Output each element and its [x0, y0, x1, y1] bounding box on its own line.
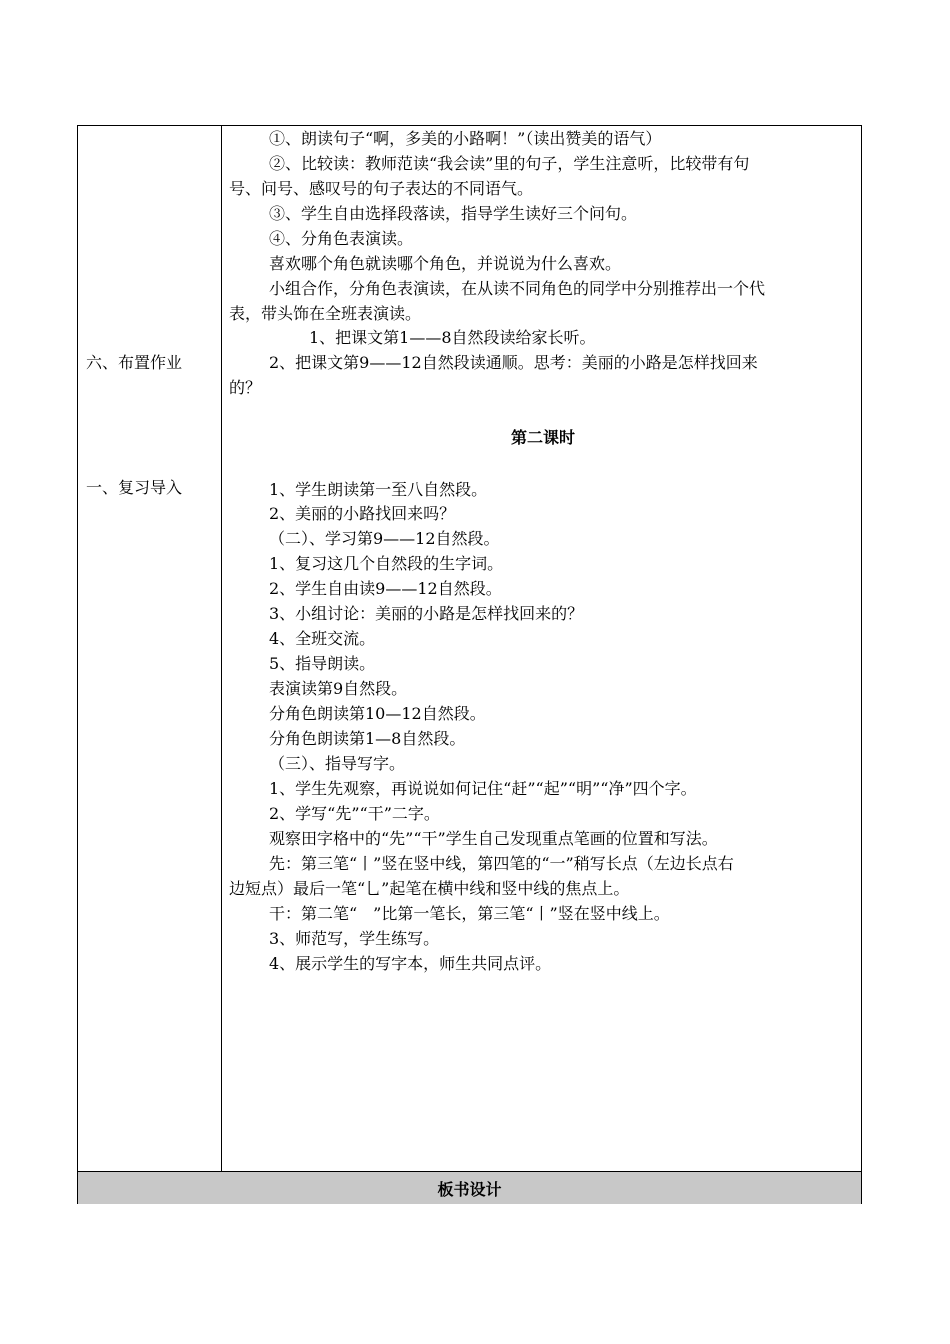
text-line: 号、问号、感叹号的句子表达的不同语气。: [229, 179, 534, 198]
assignment-label: 六、布置作业: [86, 353, 183, 372]
text-line: 2、学生自由读9——12自然段。: [269, 579, 502, 598]
text-line: 表，带头饰在全班表演读。: [229, 304, 422, 323]
text-line: 1、学生先观察，再说说如何记住“赶”“起”“明”“净”四个字。: [269, 779, 697, 798]
text-line: ③、学生自由选择段落读，指导学生读好三个问句。: [269, 204, 638, 223]
text-line: 2、美丽的小路找回来吗？: [269, 504, 456, 523]
text-line: （三）、指导写字。: [269, 754, 406, 773]
text-line: 3、师范写，学生练写。: [269, 929, 440, 948]
blackboard-design-header: 板书设计: [78, 1171, 861, 1204]
text-line: 2、把课文第9——12自然段读通顺。思考：美丽的小路是怎样找回来: [269, 353, 758, 372]
text-line: 的？: [229, 378, 262, 397]
text-line: 1、学生朗读第一至八自然段。: [269, 480, 488, 499]
text-line: 先：第三笔“丨”竖在竖中线，第四笔的“一”稍写长点（左边长点右: [269, 854, 734, 873]
text-line: （二）、学习第9——12自然段。: [269, 529, 500, 548]
text-line: 喜欢哪个角色就读哪个角色，并说说为什么喜欢。: [269, 254, 622, 273]
text-line: 分角色朗读第10—12自然段。: [269, 704, 486, 723]
text-line: 小组合作，分角色表演读，在从读不同角色的同学中分别推荐出一个代: [269, 279, 766, 298]
text-line: 5、指导朗读。: [269, 654, 376, 673]
text-line: 干：第二笔“ ”比第一笔长，第三笔“丨”竖在竖中线上。: [269, 904, 670, 923]
column-divider: [221, 126, 222, 1171]
text-line: ①、朗读句子“啊，多美的小路啊！”（读出赞美的语气）: [269, 129, 662, 148]
text-line: 4、展示学生的写字本，师生共同点评。: [269, 954, 552, 973]
text-line: 1、复习这几个自然段的生字词。: [269, 554, 504, 573]
text-line: 4、全班交流。: [269, 629, 376, 648]
text-line: ②、比较读：教师范读“我会读”里的句子，学生注意听，比较带有句: [269, 154, 750, 173]
section-heading: 第二课时: [510, 428, 575, 447]
text-line: 1、把课文第1——8自然段读给家长听。: [309, 328, 596, 347]
text-line: ④、分角色表演读。: [269, 229, 414, 248]
text-line: 边短点）最后一笔“乚”起笔在横中线和竖中线的焦点上。: [229, 879, 630, 898]
review-label: 一、复习导入: [86, 478, 183, 497]
text-line: 观察田字格中的“先”“干”学生自己发现重点笔画的位置和写法。: [269, 829, 718, 848]
text-line: 3、小组讨论：美丽的小路是怎样找回来的？: [269, 604, 584, 623]
lesson-table: [77, 125, 862, 1204]
text-line: 2、学写“先”“干”二字。: [269, 804, 440, 823]
text-line: 表演读第9自然段。: [269, 679, 408, 698]
text-line: 分角色朗读第1—8自然段。: [269, 729, 466, 748]
